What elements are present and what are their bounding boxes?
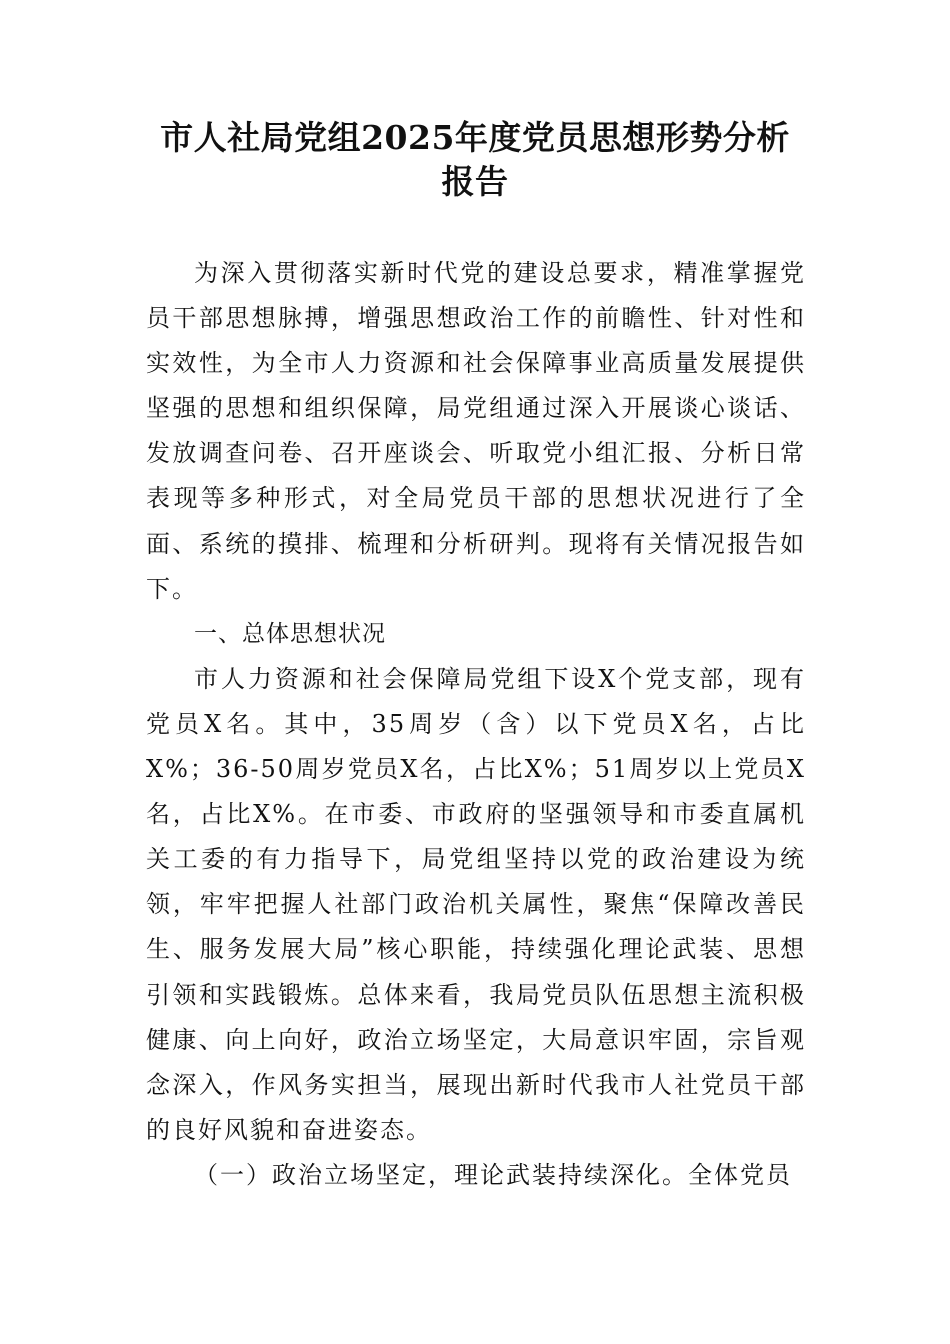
section-heading-overall: 一、总体思想状况 [194,620,386,647]
subsection-heading-political: （一）政治立场坚定，理论武装持续深化。 [194,1160,688,1189]
document-body [146,251,806,1198]
section-paragraph-overall: 市人力资源和社会保障局党组下设X个党支部，现有党员X名。其中，35周岁（含）以下党员X名，占比X%；36-50周岁党员X名，占比X%；51周岁以上党员X名，占比X%。在市委、市政府的坚强领导和市委直属机关工委的有力指导下，局党组坚持以党的政治建设为统领，牢牢把握人社部门政治机关属性，聚焦“保障改善民生、服务发展大局”核心职能，持续强化理论武装、思想引领和实践锻炼。总体来看，我局党员队伍思想主流积极健康、向上向好，政治立场坚定，大局意识牢固，宗旨观念深入，作风务实担当，展现出新时代我市人社党员干部的良好风貌和奋进姿态。 [146,664,806,1144]
subsection-paragraph-political [146,1153,806,1198]
document-title-line-2: 报告 [441,162,509,201]
intro-paragraph: 为深入贯彻落实新时代党的建设总要求，精准掌握党员干部思想脉搏，增强思想政治工作的前瞻性、针对性和实效性，为全市人力资源和社会保障事业高质量发展提供坚强的思想和组织保障，局党组通过深入开展谈心谈话、发放调查问卷、召开座谈会、听取党小组汇报、分析日常表现等多种形式，对全局党员干部的思想状况进行了全面、系统的摸排、梳理和分析研判。现将有关情况报告如下。 [146,259,806,603]
document-title-line-1: 市人社局党组2025年度党员思想形势分析 [160,118,790,157]
subsection-body-start: 全体党员 [688,1160,792,1189]
